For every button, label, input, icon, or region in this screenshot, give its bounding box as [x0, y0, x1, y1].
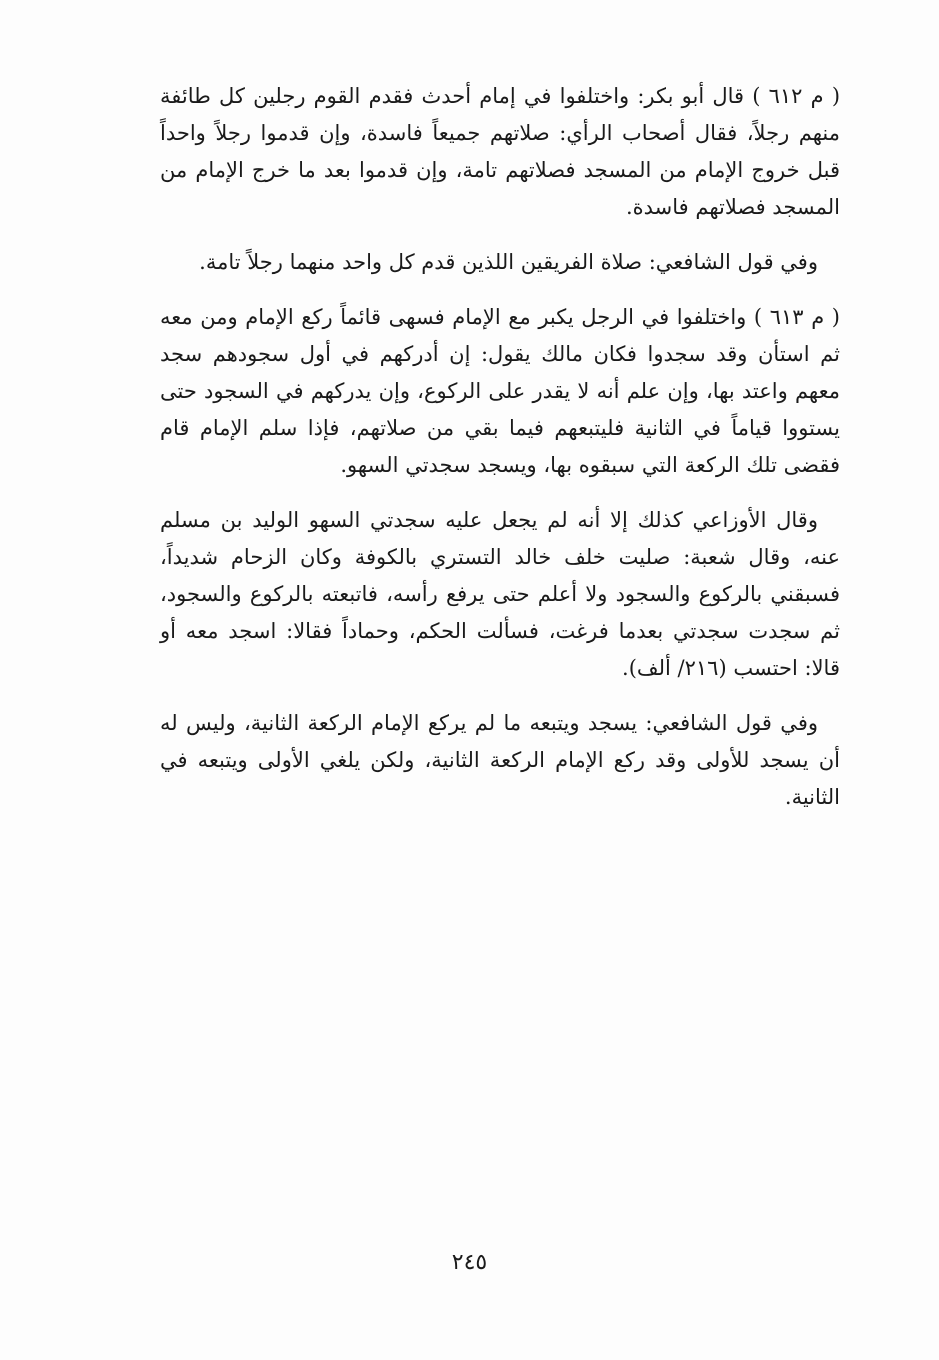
- paragraph-shafii-1: وفي قول الشافعي: صلاة الفريقين اللذين قدم كل واحد منهما رجلاً تامة.: [199, 250, 818, 274]
- page-number: ٢٤٥: [451, 1250, 488, 1275]
- paragraph-shafii-2: وفي قول الشافعي: يسجد ويتبعه ما لم يركع الإمام الركعة الثانية، وليس له أن يسجد للأولى وقد ركع الإمام الركعة الثانية، ولكن يلغي الأولى ويتبعه في الثانية.: [160, 711, 840, 809]
- paragraph-m612: ( م ٦١٢ ) قال أبو بكر: واختلفوا في إمام أحدث فقدم القوم رجلين كل طائفة منهم رجلاً، فقال أصحاب الرأي: صلاتهم جميعاً فاسدة، وإن قدموا رجلاً واحداً قبل خروج الإمام من المسجد فصلاتهم تامة، وإن قدموا بعد ما خرج الإمام من المسجد فصلاتهم فاسدة.: [160, 84, 841, 219]
- paragraph-m613: ( م ٦١٣ ) واختلفوا في الرجل يكبر مع الإمام فسهى قائماً ركع الإمام ومن معه ثم استأن وقد سجدوا فكان مالك يقول: إن أدركهم في أول سجودهم سجد معهم واعتد بها، وإن علم أنه لا يقدر على الركوع، وإن يدركهم في السجود حتى يستووا قياماً في الثانية فليتبعهم فيما بقي من صلاتهم، فإذا سلم الإمام قام فقضى تلك الركعة التي سبقوه بها، ويسجد سجدتي السهو.: [160, 305, 840, 477]
- paragraph-awzai: وقال الأوزاعي كذلك إلا أنه لم يجعل عليه سجدتي السهو الوليد بن مسلم عنه، وقال شعبة: صليت خلف خالد التستري بالكوفة وكان الزحام شديداً، فسبقني بالركوع والسجود ولا أعلم حتى يرفع رأسه، فاتبعته بالركوع والسجود، ثم سجدت سجدتي بعدما فرغت، فسألت الحكم، وحماداً فقالا: اسجد معه أو قالا: احتسب (٢١٦/ ألف).: [160, 508, 840, 680]
- body-text: [160, 78, 840, 834]
